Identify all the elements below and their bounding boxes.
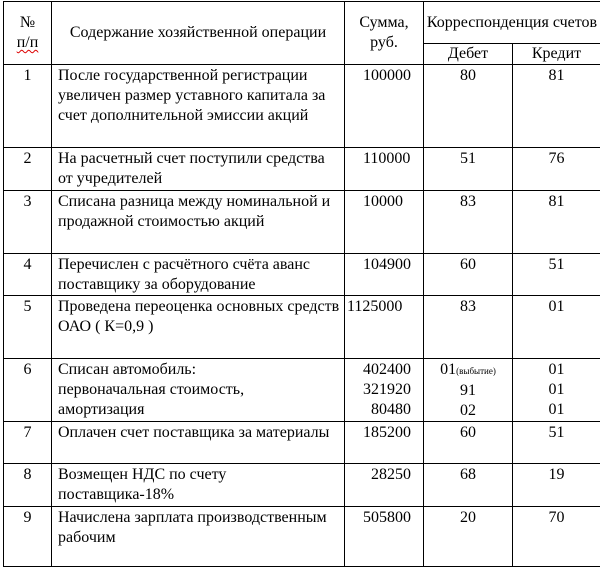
- row-number: 5: [4, 296, 52, 359]
- row-description: После государственной регистрации увеличен размер уставного капитала за счет дополнительной эмиссии акций: [52, 65, 345, 148]
- row-debit-line: 01: [440, 361, 456, 378]
- col-header-credit: Кредит: [513, 44, 600, 65]
- row-debit-note: (выбытие): [456, 366, 496, 376]
- row-description-line: амортизация: [58, 400, 342, 420]
- row-sum-line: 80480: [363, 400, 423, 420]
- row-credit: [513, 359, 600, 422]
- row-number: 7: [4, 422, 52, 464]
- col-header-debit: Дебет: [424, 44, 513, 65]
- row-sum: 1125000: [345, 296, 424, 359]
- table-row: [4, 148, 600, 191]
- row-sum: 10000: [345, 191, 424, 254]
- row-sum-line: 321920: [363, 380, 423, 400]
- row-credit: 01: [513, 296, 600, 359]
- row-debit: 83: [424, 296, 513, 359]
- row-credit-line: 01: [513, 400, 600, 420]
- table-row: [4, 254, 600, 296]
- row-credit: 76: [513, 148, 600, 191]
- table-row: [4, 464, 600, 507]
- col-header-correspondence: Корреспонденция счетов: [424, 2, 600, 44]
- row-sum: 185200: [345, 422, 424, 464]
- row-number: 3: [4, 191, 52, 254]
- row-debit: 51: [424, 148, 513, 191]
- row-sum: 100000: [345, 65, 424, 148]
- row-debit: 60: [424, 422, 513, 464]
- row-number: 4: [4, 254, 52, 296]
- row-credit: 81: [513, 65, 600, 148]
- row-number: 6: [4, 359, 52, 422]
- row-credit-line: 01: [513, 360, 600, 380]
- operations-table: [3, 1, 600, 567]
- row-debit: [424, 359, 513, 422]
- row-debit-line: 91: [424, 381, 512, 401]
- col-header-number: [4, 2, 52, 65]
- row-credit: 70: [513, 507, 600, 567]
- row-debit: 80: [424, 65, 513, 148]
- row-description-line: первоначальная стоимость,: [58, 380, 342, 400]
- row-description: На расчетный счет поступили средства от учредителей: [52, 148, 345, 191]
- row-number: 9: [4, 507, 52, 567]
- col-header-number-line1: №: [20, 14, 35, 31]
- row-debit: 83: [424, 191, 513, 254]
- row-number: 8: [4, 464, 52, 507]
- row-description: Списана разница между номинальной и продажной стоимостью акций: [52, 191, 345, 254]
- row-sum: 110000: [345, 148, 424, 191]
- row-number: 1: [4, 65, 52, 148]
- table-row: [4, 65, 600, 148]
- row-sum: 104900: [345, 254, 424, 296]
- table-row: [4, 296, 600, 359]
- row-sum-line: 402400: [363, 360, 423, 380]
- row-debit-line: 02: [424, 401, 512, 421]
- row-description: [52, 359, 345, 422]
- col-header-sum: Сумма, руб.: [345, 2, 424, 65]
- row-credit-line: 01: [513, 380, 600, 400]
- row-credit: 51: [513, 422, 600, 464]
- row-description-line: Списан автомобиль:: [58, 360, 342, 380]
- row-debit: 60: [424, 254, 513, 296]
- row-credit: 51: [513, 254, 600, 296]
- row-description: Начислена зарплата производственным рабочим: [52, 507, 345, 567]
- row-debit: 68: [424, 464, 513, 507]
- col-header-number-line2: п/п: [17, 34, 39, 51]
- row-credit: 81: [513, 191, 600, 254]
- table-row: [4, 191, 600, 254]
- table-row: [4, 507, 600, 567]
- row-description: Перечислен с расчётного счёта аванс поставщику за оборудование: [52, 254, 345, 296]
- row-sum: 505800: [345, 507, 424, 567]
- row-credit: 19: [513, 464, 600, 507]
- row-number: 2: [4, 148, 52, 191]
- row-description: Оплачен счет поставщика за материалы: [52, 422, 345, 464]
- col-header-description: Содержание хозяйственной операции: [52, 2, 345, 65]
- row-sum: 28250: [345, 464, 424, 507]
- table-row: [4, 359, 600, 422]
- row-description: Возмещен НДС по счету поставщика-18%: [52, 464, 345, 507]
- row-debit: 20: [424, 507, 513, 567]
- row-sum: [345, 359, 424, 422]
- table-row: [4, 422, 600, 464]
- row-description: Проведена переоценка основных средств ОАО ( К=0,9 ): [52, 296, 345, 359]
